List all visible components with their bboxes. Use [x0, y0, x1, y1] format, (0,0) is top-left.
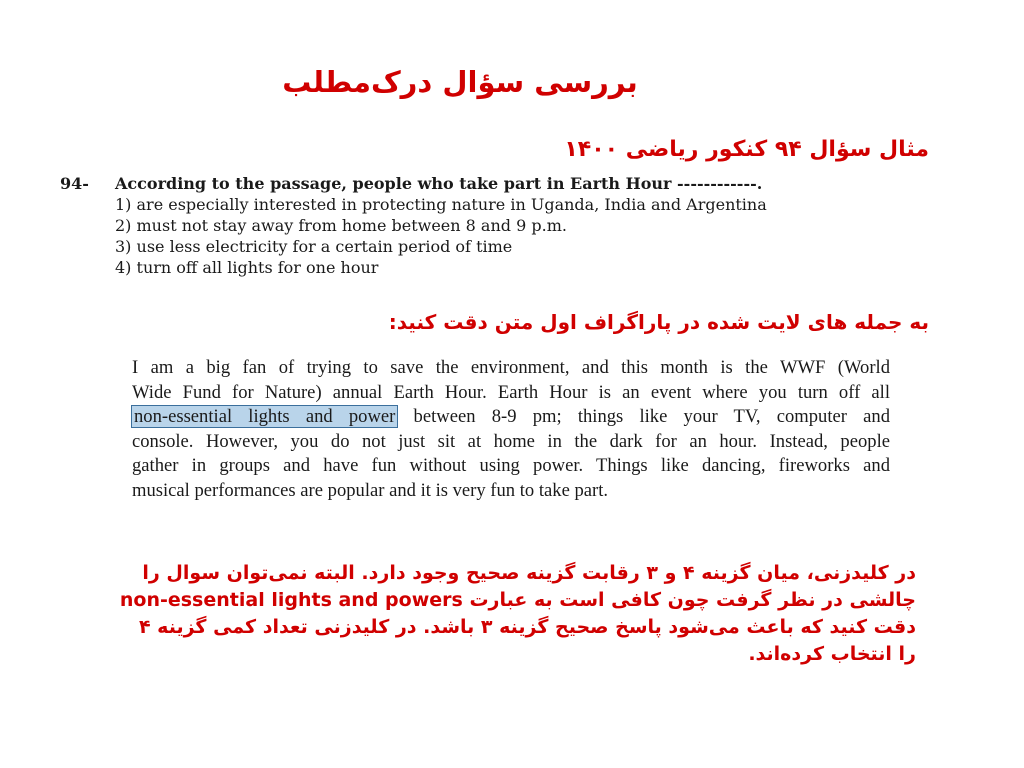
passage-line-rest: between 8-9 pm; things like your TV, computer and: [397, 406, 890, 427]
passage-line: Wide Fund for Nature) annual Earth Hour. Earth Hour is an event where you turn off all: [132, 381, 890, 403]
explanation-line: در کلیدزنی، میان گزینه ۴ و ۳ رقابت گزینه صحیح وجود دارد. البته نمی‌توان سوال را: [142, 562, 916, 584]
option-4: 4) turn off all lights for one hour: [115, 258, 379, 277]
question-stem: According to the passage, people who take part in Earth Hour ------------.: [115, 174, 763, 193]
explanation-line: [119, 587, 916, 614]
explanation-line-text: چالشی در نظر گرفت چون کافی است به عبارت: [462, 589, 916, 611]
english-phrase: non-essential lights and powers: [119, 589, 463, 611]
option-1: 1) are especially interested in protecting nature in Uganda, India and Argentina: [115, 195, 767, 214]
explanation-line: دقت کنید که باعث می‌شود پاسخ صحیح گزینه ۳ باشد. در کلیدزنی تعداد کمی گزینه ۴: [138, 616, 916, 638]
passage-line: I am a big fan of trying to save the environment, and this month is the WWF (World: [132, 357, 890, 378]
reading-passage: [132, 356, 890, 503]
passage-line: gather in groups and have fun without using power. Things like dancing, fireworks and: [132, 455, 890, 476]
highlighted-phrase: non-essential lights and power: [134, 406, 396, 427]
question-header: مثال سؤال ۹۴ کنکور ریاضی ۱۴۰۰: [564, 137, 929, 162]
explanation-text: [119, 560, 916, 668]
option-2: 2) must not stay away from home between 8 and 9 p.m.: [115, 216, 567, 235]
passage-line: [132, 405, 890, 430]
instruction-text: به جمله های لایت شده در پاراگراف اول متن دقت کنید:: [388, 310, 929, 334]
answer-options: [115, 194, 767, 278]
option-3: 3) use less electricity for a certain period of time: [115, 237, 513, 256]
slide-title: بررسی سؤال درک‌مطلب: [282, 65, 638, 99]
passage-line: musical performances are popular and it is very fun to take part.: [132, 479, 609, 501]
question-number: 94-: [60, 174, 89, 193]
passage-line: console. However, you do not just sit at home in the dark for an hour. Instead, people: [132, 430, 890, 452]
explanation-line: را انتخاب کرده‌اند.: [748, 643, 916, 665]
